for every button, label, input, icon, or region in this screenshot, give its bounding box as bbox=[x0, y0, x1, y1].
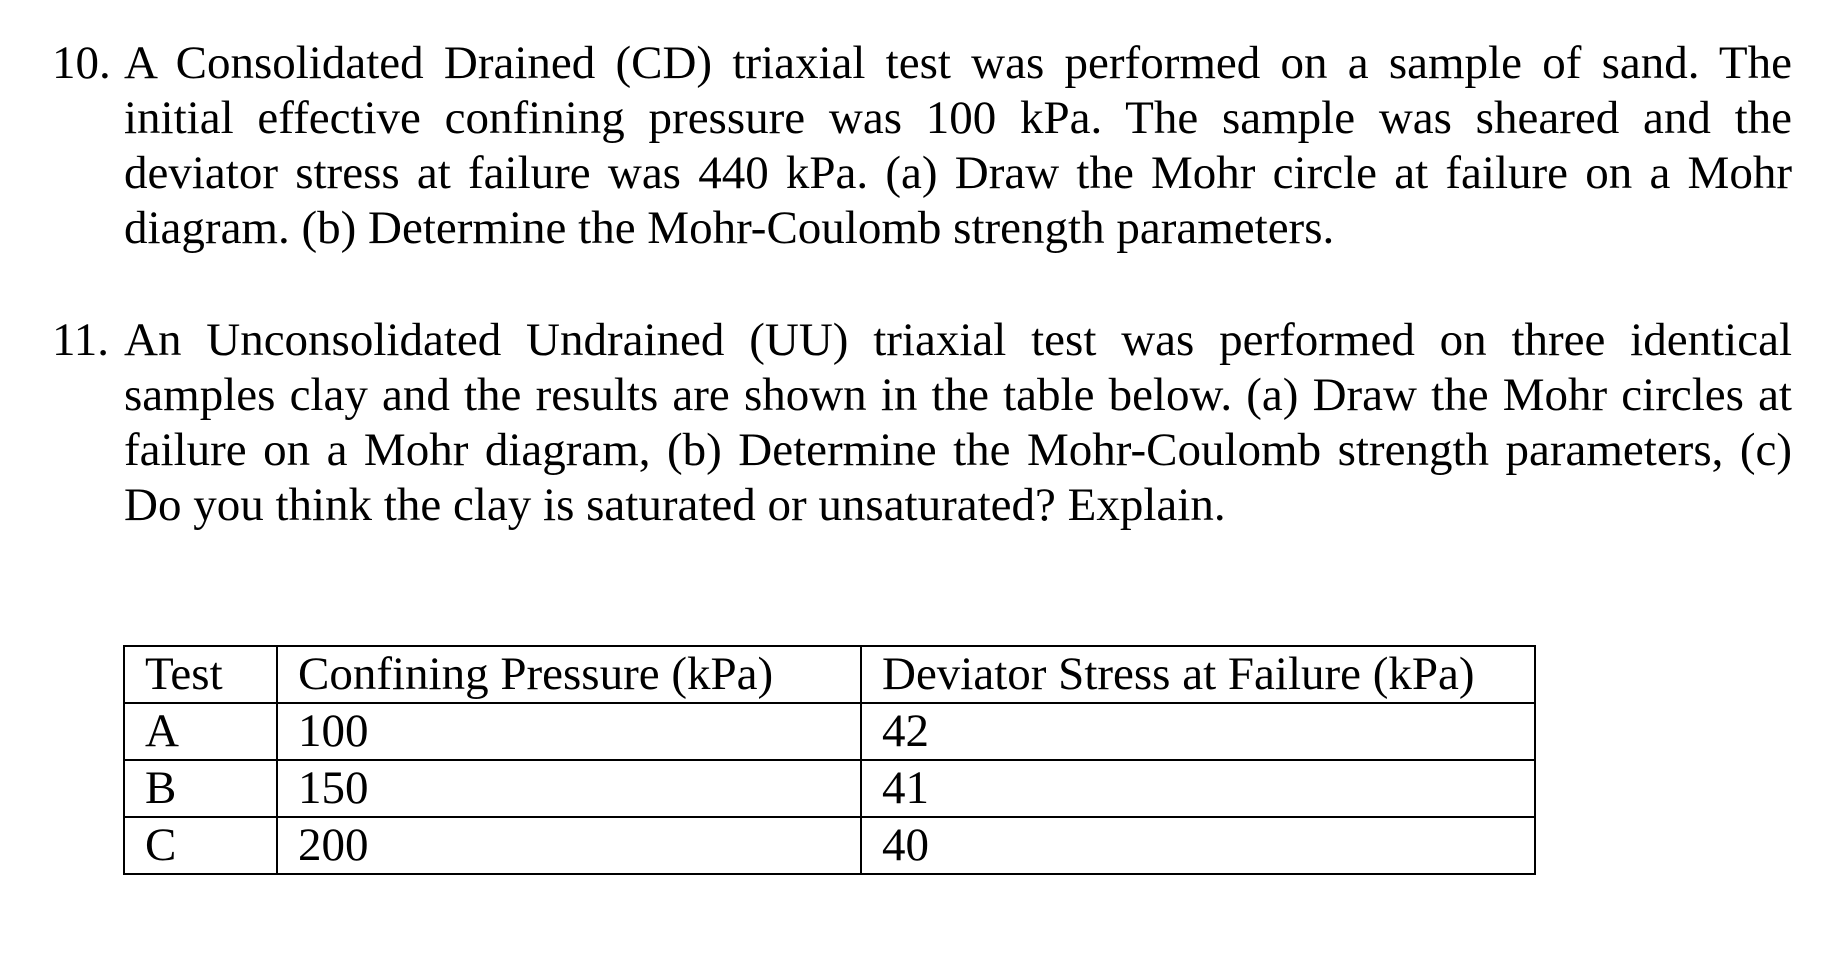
table-row bbox=[124, 760, 1535, 817]
cell-confining-pressure: 150 bbox=[277, 760, 861, 817]
table-row bbox=[124, 817, 1535, 874]
cell-confining-pressure: 200 bbox=[277, 817, 861, 874]
table-header-row bbox=[124, 646, 1535, 703]
cell-test: C bbox=[124, 817, 277, 874]
header-test: Test bbox=[124, 646, 277, 703]
table-row bbox=[124, 703, 1535, 760]
problem-10 bbox=[52, 36, 1792, 256]
cell-deviator-stress: 41 bbox=[861, 760, 1535, 817]
problem-number: 10. bbox=[52, 37, 111, 89]
problem-11 bbox=[52, 313, 1792, 533]
cell-test: A bbox=[124, 703, 277, 760]
problem-text: An Unconsolidated Undrained (UU) triaxial test was performed on three identical samples clay and the results are shown in the table below. (a) Draw the Mohr circles at failure on a Mohr diagram, (b) Determine the Mohr-Coulomb strength parameters, (c) Do you think the clay is saturated or unsaturated? Explain. bbox=[124, 314, 1792, 531]
cell-test: B bbox=[124, 760, 277, 817]
problem-number: 11. bbox=[52, 314, 110, 366]
results-table bbox=[123, 645, 1536, 875]
cell-deviator-stress: 40 bbox=[861, 817, 1535, 874]
header-confining-pressure: Confining Pressure (kPa) bbox=[277, 646, 861, 703]
cell-deviator-stress: 42 bbox=[861, 703, 1535, 760]
header-deviator-stress: Deviator Stress at Failure (kPa) bbox=[861, 646, 1535, 703]
problem-text: A Consolidated Drained (CD) triaxial test was performed on a sample of sand. The initial effective confining pressure was 100 kPa. The sample was sheared and the deviator stress at failure was 440 kPa. (a) Draw the Mohr circle at failure on a Mohr diagram. (b) Determine the Mohr-Coulomb strength parameters. bbox=[124, 37, 1792, 254]
cell-confining-pressure: 100 bbox=[277, 703, 861, 760]
